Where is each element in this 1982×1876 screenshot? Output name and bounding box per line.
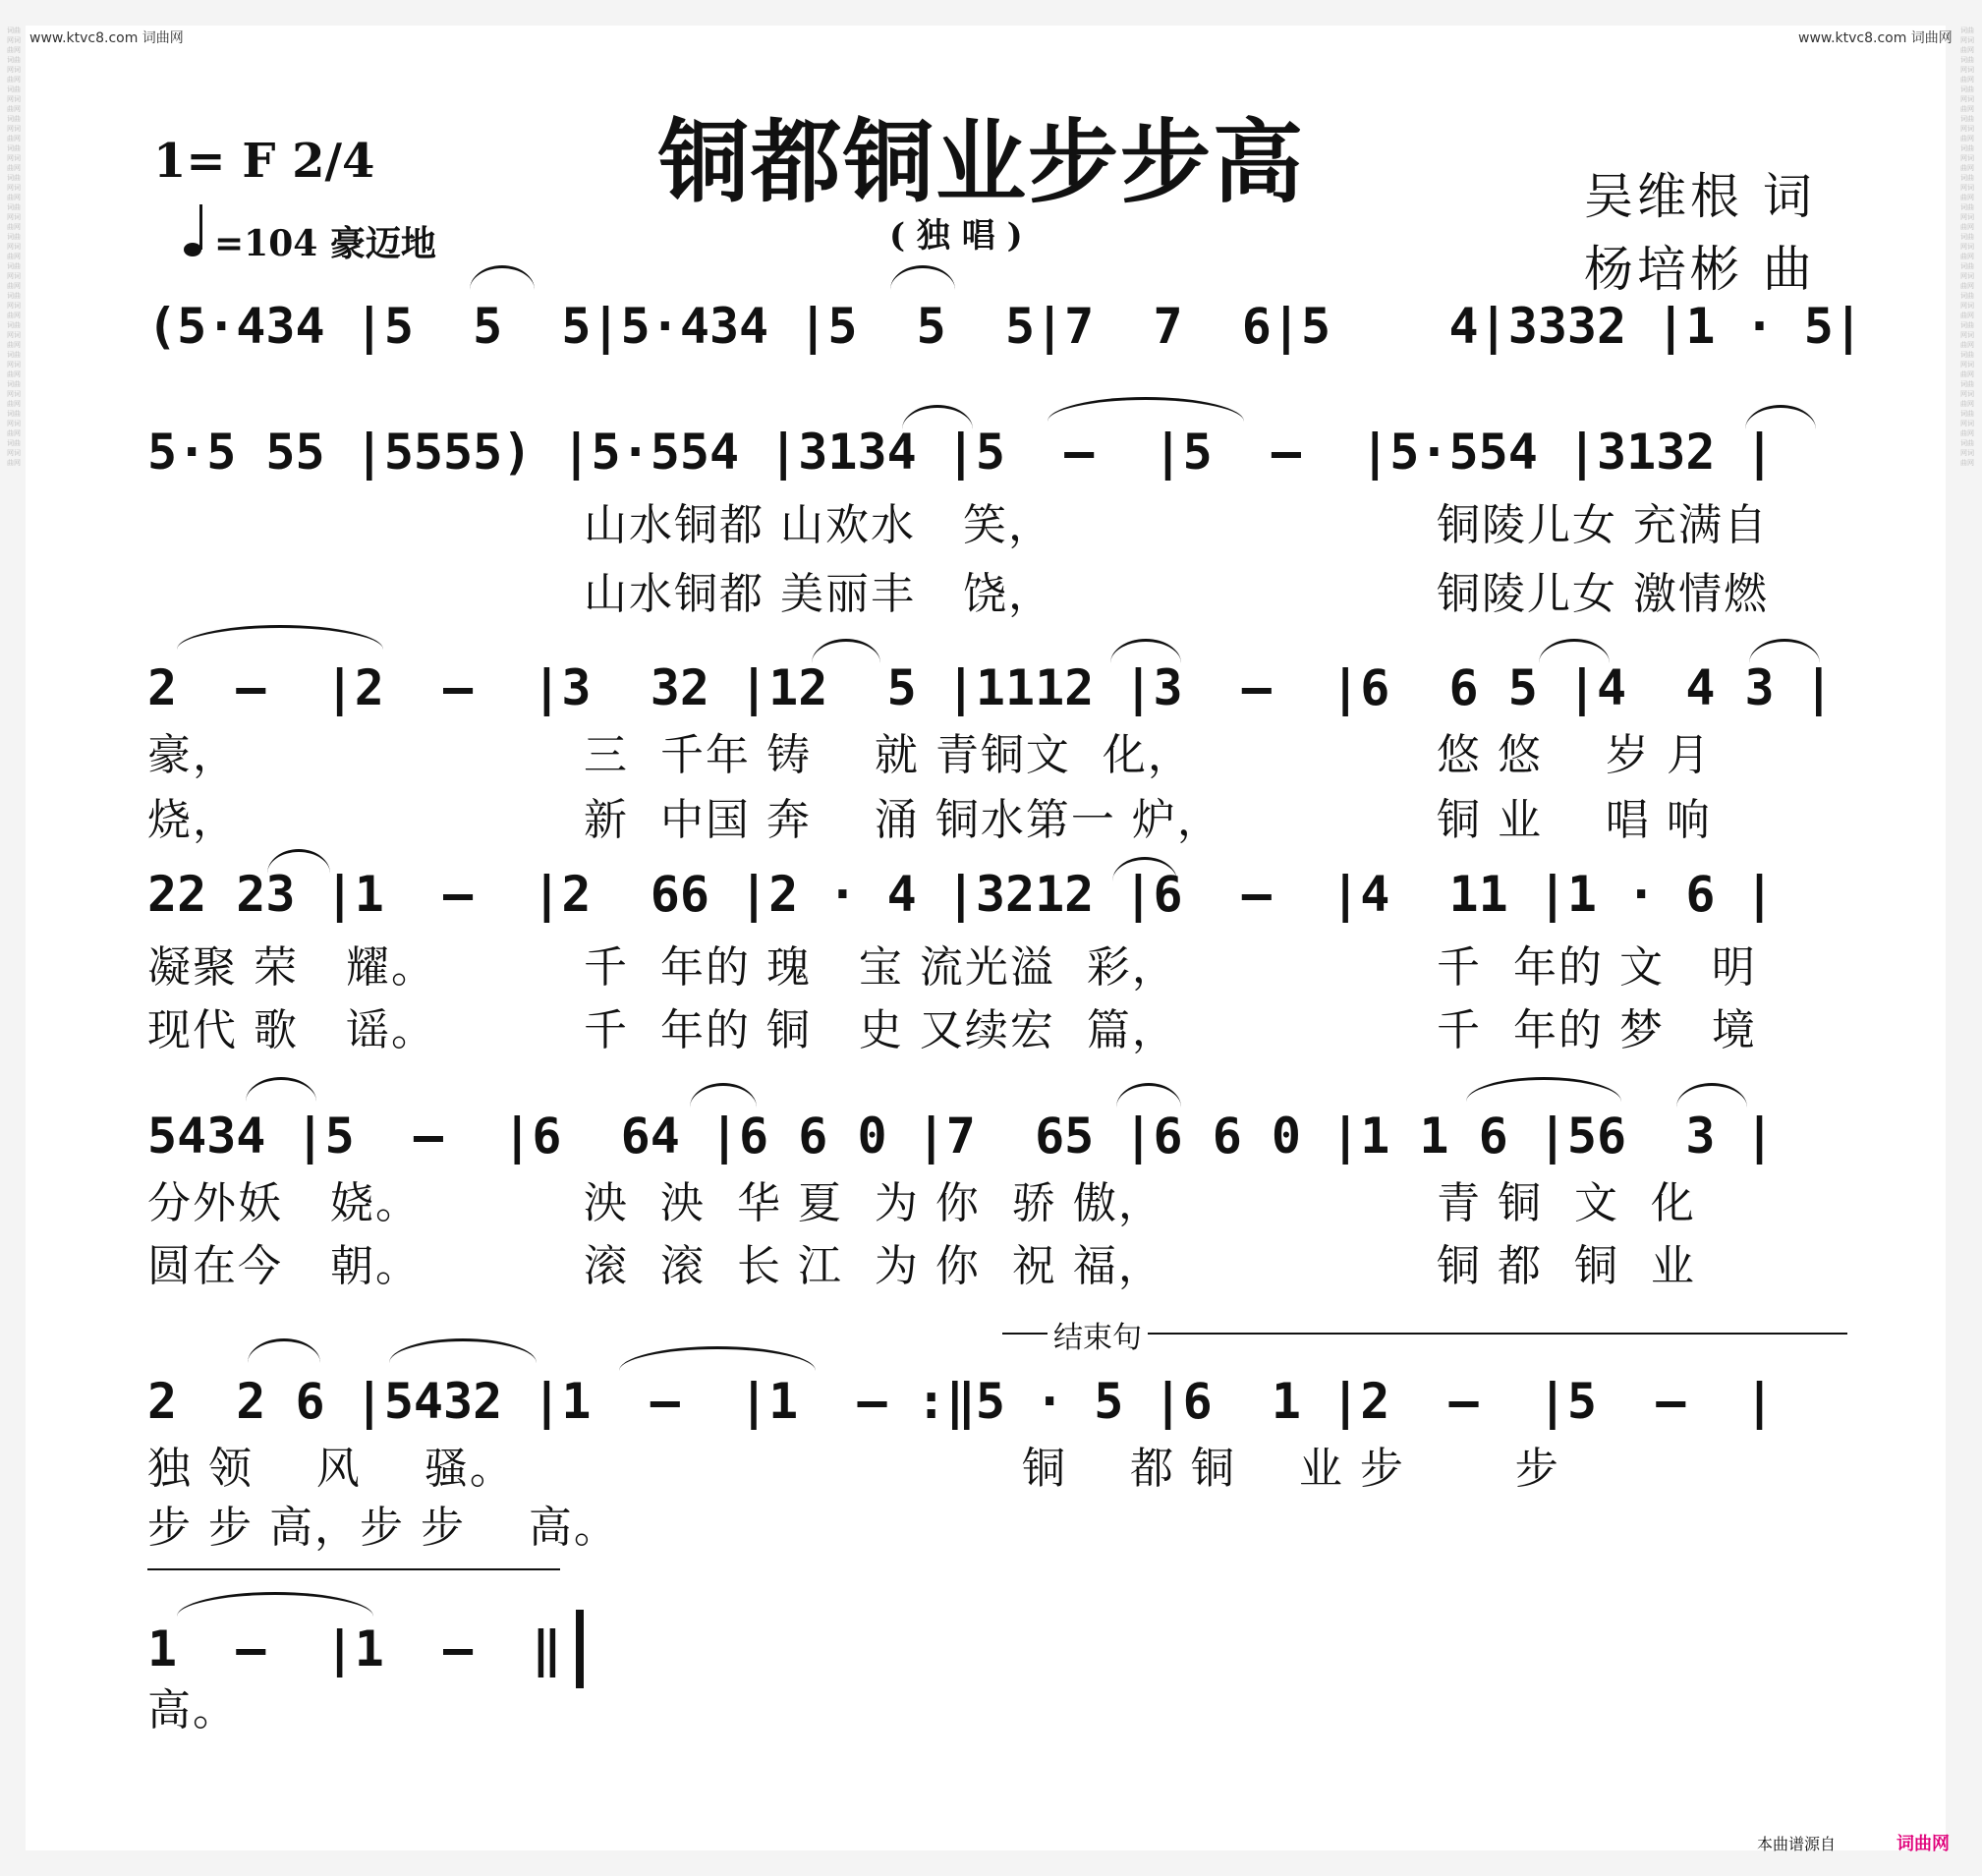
lyric-line: 千 年的 梦 境: [1437, 1005, 1757, 1055]
tempo-marking: =104 豪迈地: [214, 223, 436, 264]
lyric-line: 千 年的 文 明: [1437, 942, 1757, 993]
song-title: 铜都铜业步步高: [658, 110, 1306, 215]
lyric-line: 豪，: [147, 730, 238, 780]
lyric-line: 烧，: [147, 795, 238, 845]
lyric-line: 千 年的 铜 史 又续宏 篇，: [584, 1005, 1177, 1055]
lyric-line: 山水铜都 山欢水 笑，: [584, 500, 1053, 550]
brand-logo[interactable]: 词曲网: [1897, 1834, 1950, 1854]
lyric-line: 三 千年 铸 就 青铜文 化，: [584, 730, 1193, 780]
ending-bracket: [147, 1568, 560, 1570]
lyric-line: 铜 都 铜 业 步 步: [1022, 1444, 1560, 1494]
lyric-line: 山水铜都 美丽丰 饶，: [584, 569, 1053, 619]
lyric-line: 现代 歌 谣。: [147, 1005, 436, 1055]
lyric-line: 新 中国 奔 涌 铜水第一 炉，: [584, 795, 1222, 845]
song-subtitle: ( 独 唱 ): [889, 216, 1023, 256]
lyric-line: 铜陵儿女 激情燃: [1437, 569, 1769, 619]
source-note: 本曲谱源自: [1757, 1835, 1837, 1853]
lyric-line: 独 领 风 骚。: [147, 1444, 515, 1494]
final-barline: [576, 1610, 584, 1688]
score-line-7: 1 — |1 — ‖: [147, 1620, 562, 1677]
score-line-1: (5·434 |5 5 5|5·434 |5 5 5|7 7 6|5 4|3332 |1 · 5|: [147, 298, 1863, 355]
lyricist-credit: 吴维根 词: [1584, 168, 1816, 225]
lyric-line: 步 步 高，步 步 高。: [147, 1503, 619, 1553]
lyric-line: 分外妖 娆。: [147, 1178, 421, 1228]
score-line-4: 22 23 |1 — |2 66 |2 · 4 |3212 |6 — |4 11 |1 · 6 |: [147, 866, 1775, 923]
score-line-5: 5434 |5 — |6 64 |6 6 0 |7 65 |6 6 0 |1 1 6 |56 3 |: [147, 1108, 1775, 1165]
lyric-line: 悠 悠 岁 月: [1437, 730, 1712, 780]
quarter-note-icon: [183, 202, 208, 257]
watermark-right: www.ktvc8.com 词曲网: [1798, 30, 1953, 46]
sidebar-watermark-right: 词曲网词曲网词曲网词曲网词曲网词曲网词曲网词曲网词曲网词曲网词曲网词曲网词曲网词曲网词曲网词曲网词曲网词曲网词曲网词曲网词曲网词曲网词曲网词曲网词曲网词曲网词曲网词曲网词曲网词曲网: [1960, 27, 1974, 467]
sidebar-watermark-left: 词曲网词曲网词曲网词曲网词曲网词曲网词曲网词曲网词曲网词曲网词曲网词曲网词曲网词曲网词曲网词曲网词曲网词曲网词曲网词曲网词曲网词曲网词曲网词曲网词曲网词曲网词曲网词曲网词曲网词曲网: [7, 27, 21, 467]
lyric-line: 泱 泱 华 夏 为 你 骄 傲，: [584, 1178, 1163, 1228]
lyric-line: 铜 业 唱 响: [1437, 795, 1712, 845]
lyric-line: 凝聚 荣 耀。: [147, 942, 436, 993]
score-line-2: 5·5 55 |5555) |5·554 |3134 |5 — |5 — |5·554 |3132 |: [147, 424, 1775, 481]
lyric-line: 铜 都 铜 业: [1437, 1241, 1696, 1291]
score-line-3: 2 — |2 — |3 32 |12 5 |1112 |3 — |6 6 5 |4 4 3 |: [147, 659, 1834, 716]
lyric-line: 圆在今 朝。: [147, 1241, 421, 1291]
watermark-left: www.ktvc8.com 词曲网: [29, 30, 184, 46]
ending-label: 结束句: [1048, 1313, 1148, 1356]
composer-credit: 杨培彬 曲: [1584, 241, 1816, 298]
score-line-6: 2 2 6 |5432 |1 — |1 — :‖5 · 5 |6 1 |2 — |5 — |: [147, 1373, 1775, 1430]
lyric-line: 高。: [147, 1685, 238, 1735]
key-signature: 1= F 2/4: [153, 134, 375, 189]
lyric-line: 青 铜 文 化: [1437, 1178, 1696, 1228]
lyric-line: 滚 滚 长 江 为 你 祝 福，: [584, 1241, 1163, 1291]
lyric-line: 铜陵儿女 充满自: [1437, 500, 1769, 550]
lyric-line: 千 年的 瑰 宝 流光溢 彩，: [584, 942, 1177, 993]
